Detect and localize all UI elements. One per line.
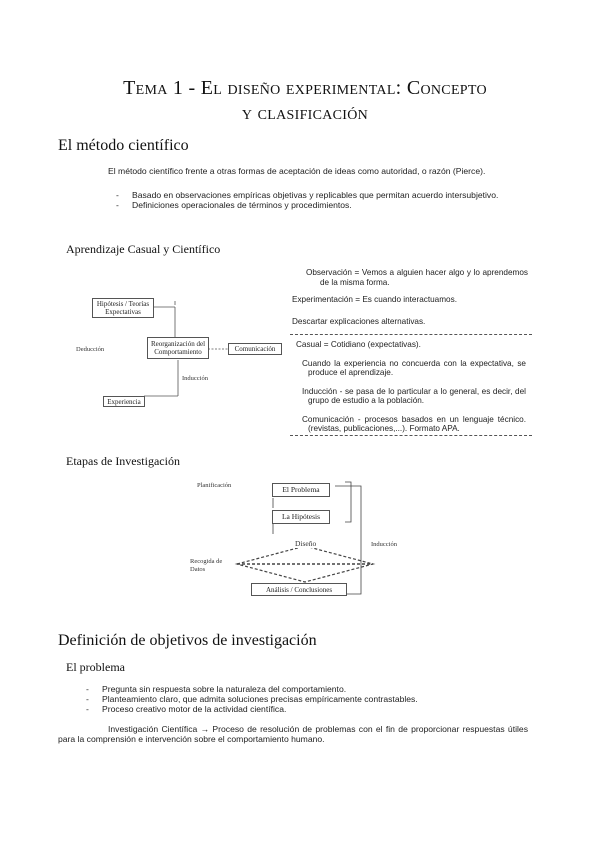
design-label: Diseño [295, 539, 317, 548]
page-title-line-2: y clasificación [241, 102, 369, 124]
page-title-line-1: Tema 1 - El diseño experimental: Concepto [123, 77, 487, 99]
learning-notes-bottom [296, 340, 526, 434]
subheading-problem: El problema [66, 660, 125, 674]
note-casual: Casual = Cotidiano (expectativas). [296, 340, 421, 349]
data-collection-label: Recogida de Datos [190, 558, 223, 573]
list-item: - Planteamiento claro, que admita soluciones precisas empíricamente contrastables. [86, 694, 526, 704]
intro-paragraph: El método científico frente a otras formas de aceptación de ideas como autoridad, o razón (Pierce). [108, 166, 486, 176]
induction-label: Inducción [182, 375, 208, 382]
hypothesis-box: La Hipótesis [272, 510, 330, 524]
note-communication: Comunicación - procesos basados en un lenguaje técnico. (revistas, publicaciones,...). Formato APA. [302, 414, 526, 433]
note-observation: Observación = Vemos a alguien hacer algo y lo aprendemos de la misma forma. [306, 268, 528, 287]
list-item: - Definiciones operacionales de términos y procedimientos. [116, 200, 528, 210]
list-item: - Pregunta sin respuesta sobre la naturaleza del comportamiento. [86, 684, 526, 694]
planning-label: Planificación [197, 482, 232, 489]
scientific-research-paragraph: Investigación Científica → Proceso de resolución de problemas con el fin de proporcionar respuestas útiles para la comprensión e intervención sobre el comportamiento humano. [58, 724, 528, 744]
note-experimentation: Experimentación = Es cuando interactuamos. [292, 295, 457, 304]
communication-box: Comunicación [228, 343, 282, 355]
reorganization-box: Reorganización del Comportamiento [147, 337, 209, 359]
learning-notes-top [292, 268, 528, 334]
section-heading-objectives: Definición de objetivos de investigación [58, 632, 317, 649]
divider-top [290, 334, 532, 335]
list-item: - Basado en observaciones empíricas objetivas y replicables que permitan acuerdo intersubjetivo. [116, 190, 528, 200]
section-heading-scientific-method: El método científico [58, 137, 189, 154]
method-bullet-list [116, 190, 528, 210]
research-stages-diagram [185, 476, 445, 604]
section-heading-learning: Aprendizaje Casual y Científico [66, 242, 221, 256]
problem-bullet-list [86, 684, 526, 714]
problem-box: El Problema [272, 483, 330, 497]
deduction-label: Deducción [76, 346, 105, 353]
note-induction: Inducción - se pasa de lo particular a lo general, es decir, del grupo de estudio a la población. [302, 386, 526, 405]
analysis-box: Análisis / Conclusiones [251, 583, 347, 596]
learning-cycle-diagram [70, 265, 290, 415]
note-experience: Cuando la experiencia no concuerda con la expectativa, se produce el aprendizaje. [302, 358, 526, 377]
section-heading-stages: Etapas de Investigación [66, 454, 180, 468]
hypotheses-box: Hipótesis / Teorías Expectativas [92, 298, 154, 318]
page-title [40, 76, 570, 126]
note-alternatives: Descartar explicaciones alternativas. [292, 316, 426, 326]
induction-stage-label: Inducción [371, 541, 397, 548]
divider-bottom [290, 435, 532, 436]
experience-box: Experiencia [103, 396, 145, 407]
list-item: - Proceso creativo motor de la actividad científica. [86, 704, 526, 714]
